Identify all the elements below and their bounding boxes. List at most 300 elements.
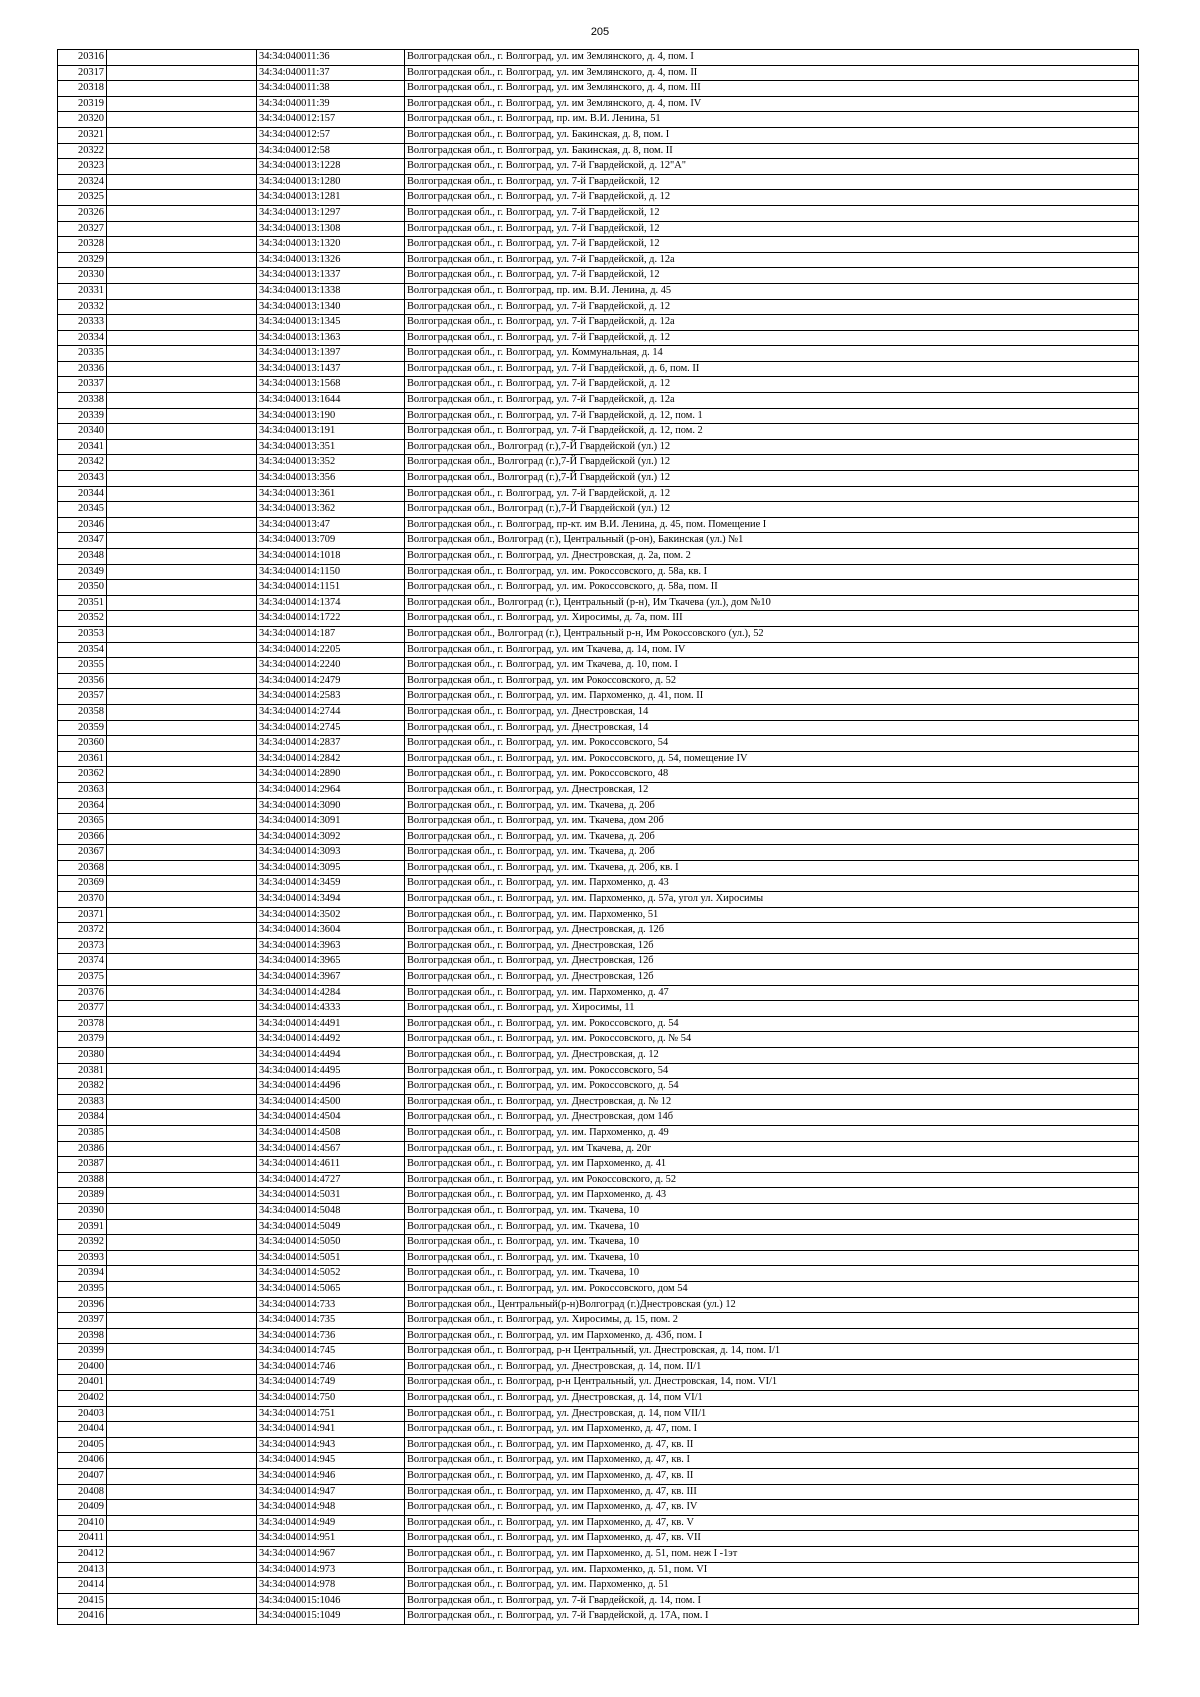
table-row — [58, 408, 1139, 424]
row-number-cell: 20393 — [58, 1250, 107, 1266]
empty-cell — [107, 190, 257, 206]
cadastral-number-cell: 34:34:040015:1046 — [257, 1593, 405, 1609]
cadastral-number-cell: 34:34:040014:3095 — [257, 860, 405, 876]
empty-cell — [107, 626, 257, 642]
table-row — [58, 1547, 1139, 1563]
row-number-cell: 20365 — [58, 814, 107, 830]
address-cell: Волгоградская обл., г. Волгоград, ул. им. Пархоменко, д. 43 — [405, 876, 1139, 892]
address-cell: Волгоградская обл., г. Волгоград, ул. им Пархоменко, д. 47, кв. I — [405, 1453, 1139, 1469]
row-number-cell: 20352 — [58, 611, 107, 627]
cadastral-number-cell: 34:34:040014:3502 — [257, 907, 405, 923]
empty-cell — [107, 455, 257, 471]
row-number-cell: 20411 — [58, 1531, 107, 1547]
empty-cell — [107, 1391, 257, 1407]
empty-cell — [107, 112, 257, 128]
row-number-cell: 20400 — [58, 1359, 107, 1375]
row-number-cell: 20335 — [58, 346, 107, 362]
cadastral-number-cell: 34:34:040015:1049 — [257, 1609, 405, 1625]
address-cell: Волгоградская обл., г. Волгоград, ул. им. Ткачева, 10 — [405, 1266, 1139, 1282]
empty-cell — [107, 689, 257, 705]
row-number-cell: 20325 — [58, 190, 107, 206]
row-number-cell: 20364 — [58, 798, 107, 814]
row-number-cell: 20378 — [58, 1016, 107, 1032]
address-cell: Волгоградская обл., г. Волгоград, ул. им Землянского, д. 4, пом. III — [405, 81, 1139, 97]
table-row — [58, 1562, 1139, 1578]
empty-cell — [107, 96, 257, 112]
row-number-cell: 20396 — [58, 1297, 107, 1313]
cadastral-number-cell: 34:34:040013:1337 — [257, 268, 405, 284]
cadastral-number-cell: 34:34:040014:4492 — [257, 1032, 405, 1048]
cadastral-number-cell: 34:34:040014:187 — [257, 626, 405, 642]
table-row — [58, 673, 1139, 689]
cadastral-number-cell: 34:34:040013:1340 — [257, 299, 405, 315]
empty-cell — [107, 1515, 257, 1531]
table-row — [58, 1250, 1139, 1266]
address-cell: Волгоградская обл., Волгоград (г.), Центральный (р-н), Им Ткачева (ул.), дом №10 — [405, 595, 1139, 611]
empty-cell — [107, 658, 257, 674]
table-row — [58, 938, 1139, 954]
table-row — [58, 970, 1139, 986]
empty-cell — [107, 923, 257, 939]
row-number-cell: 20404 — [58, 1422, 107, 1438]
row-number-cell: 20341 — [58, 439, 107, 455]
address-cell: Волгоградская обл., г. Волгоград, ул. им. Ткачева, 10 — [405, 1219, 1139, 1235]
cadastral-number-cell: 34:34:040014:4567 — [257, 1141, 405, 1157]
table-row — [58, 1079, 1139, 1095]
row-number-cell: 20409 — [58, 1500, 107, 1516]
empty-cell — [107, 252, 257, 268]
cadastral-number-cell: 34:34:040014:951 — [257, 1531, 405, 1547]
row-number-cell: 20408 — [58, 1484, 107, 1500]
table-row — [58, 65, 1139, 81]
address-cell: Волгоградская обл., г. Волгоград, ул. им Пархоменко, д. 47, кв. II — [405, 1469, 1139, 1485]
cadastral-number-cell: 34:34:040014:4494 — [257, 1048, 405, 1064]
cadastral-number-cell: 34:34:040014:4491 — [257, 1016, 405, 1032]
table-row — [58, 1375, 1139, 1391]
table-row — [58, 252, 1139, 268]
row-number-cell: 20376 — [58, 985, 107, 1001]
empty-cell — [107, 65, 257, 81]
table-row — [58, 517, 1139, 533]
address-cell: Волгоградская обл., г. Волгоград, р-н Центральный, ул. Днестровская, д. 14, пом. I/1 — [405, 1344, 1139, 1360]
cadastral-number-cell: 34:34:040014:751 — [257, 1406, 405, 1422]
table-row — [58, 1125, 1139, 1141]
row-number-cell: 20410 — [58, 1515, 107, 1531]
table-row — [58, 658, 1139, 674]
address-cell: Волгоградская обл., г. Волгоград, ул. Хиросимы, 11 — [405, 1001, 1139, 1017]
row-number-cell: 20388 — [58, 1172, 107, 1188]
address-cell: Волгоградская обл., г. Волгоград, ул. им. Ткачева, д. 20б — [405, 798, 1139, 814]
table-row — [58, 626, 1139, 642]
address-cell: Волгоградская обл., г. Волгоград, ул. Днестровская, д. 12 — [405, 1048, 1139, 1064]
table-row — [58, 502, 1139, 518]
cadastral-number-cell: 34:34:040014:1151 — [257, 580, 405, 596]
cadastral-number-cell: 34:34:040013:191 — [257, 424, 405, 440]
address-cell: Волгоградская обл., г. Волгоград, ул. 7-й Гвардейской, д. 17А, пом. I — [405, 1609, 1139, 1625]
address-cell: Волгоградская обл., г. Волгоград, ул. 7-й Гвардейской, д. 12а — [405, 393, 1139, 409]
address-cell: Волгоградская обл., г. Волгоград, ул. им. Пархоменко, д. 51, пом. VI — [405, 1562, 1139, 1578]
registry-table — [57, 49, 1139, 1625]
row-number-cell: 20340 — [58, 424, 107, 440]
table-row — [58, 81, 1139, 97]
empty-cell — [107, 751, 257, 767]
address-cell: Волгоградская обл., г. Волгоград, ул. 7-й Гвардейской, д. 12а — [405, 315, 1139, 331]
row-number-cell: 20380 — [58, 1048, 107, 1064]
empty-cell — [107, 439, 257, 455]
address-cell: Волгоградская обл., г. Волгоград, ул. им. Пархоменко, д. 49 — [405, 1125, 1139, 1141]
cadastral-number-cell: 34:34:040014:5051 — [257, 1250, 405, 1266]
table-row — [58, 1063, 1139, 1079]
row-number-cell: 20391 — [58, 1219, 107, 1235]
empty-cell — [107, 1578, 257, 1594]
cadastral-number-cell: 34:34:040013:1363 — [257, 330, 405, 346]
cadastral-number-cell: 34:34:040014:978 — [257, 1578, 405, 1594]
cadastral-number-cell: 34:34:040013:1326 — [257, 252, 405, 268]
empty-cell — [107, 1001, 257, 1017]
address-cell: Волгоградская обл., г. Волгоград, ул. им. Рокоссовского, дом 54 — [405, 1281, 1139, 1297]
cadastral-number-cell: 34:34:040014:3963 — [257, 938, 405, 954]
cadastral-number-cell: 34:34:040014:3604 — [257, 923, 405, 939]
table-row — [58, 549, 1139, 565]
empty-cell — [107, 1453, 257, 1469]
table-row — [58, 1422, 1139, 1438]
cadastral-number-cell: 34:34:040014:745 — [257, 1344, 405, 1360]
cadastral-number-cell: 34:34:040013:1338 — [257, 283, 405, 299]
row-number-cell: 20363 — [58, 782, 107, 798]
empty-cell — [107, 720, 257, 736]
row-number-cell: 20395 — [58, 1281, 107, 1297]
empty-cell — [107, 1281, 257, 1297]
table-row — [58, 1578, 1139, 1594]
empty-cell — [107, 845, 257, 861]
address-cell: Волгоградская обл., г. Волгоград, ул. Днестровская, 14 — [405, 704, 1139, 720]
cadastral-number-cell: 34:34:040014:3093 — [257, 845, 405, 861]
table-row — [58, 1281, 1139, 1297]
empty-cell — [107, 1048, 257, 1064]
table-row — [58, 471, 1139, 487]
table-row — [58, 112, 1139, 128]
cadastral-number-cell: 34:34:040014:973 — [257, 1562, 405, 1578]
address-cell: Волгоградская обл., г. Волгоград, ул. Днестровская, дом 14б — [405, 1110, 1139, 1126]
address-cell: Волгоградская обл., г. Волгоград, ул. Днестровская, д. 14, пом VI/1 — [405, 1391, 1139, 1407]
row-number-cell: 20354 — [58, 642, 107, 658]
row-number-cell: 20329 — [58, 252, 107, 268]
cadastral-number-cell: 34:34:040014:2837 — [257, 736, 405, 752]
empty-cell — [107, 782, 257, 798]
table-row — [58, 455, 1139, 471]
cadastral-number-cell: 34:34:040014:941 — [257, 1422, 405, 1438]
empty-cell — [107, 502, 257, 518]
row-number-cell: 20358 — [58, 704, 107, 720]
row-number-cell: 20390 — [58, 1203, 107, 1219]
empty-cell — [107, 1469, 257, 1485]
row-number-cell: 20412 — [58, 1547, 107, 1563]
table-row — [58, 143, 1139, 159]
cadastral-number-cell: 34:34:040014:3090 — [257, 798, 405, 814]
row-number-cell: 20371 — [58, 907, 107, 923]
empty-cell — [107, 1500, 257, 1516]
cadastral-number-cell: 34:34:040013:351 — [257, 439, 405, 455]
empty-cell — [107, 642, 257, 658]
row-number-cell: 20359 — [58, 720, 107, 736]
row-number-cell: 20402 — [58, 1391, 107, 1407]
table-row — [58, 1453, 1139, 1469]
table-row — [58, 595, 1139, 611]
cadastral-number-cell: 34:34:040013:1308 — [257, 221, 405, 237]
cadastral-number-cell: 34:34:040014:750 — [257, 1391, 405, 1407]
address-cell: Волгоградская обл., г. Волгоград, ул. Днестровская, 14 — [405, 720, 1139, 736]
empty-cell — [107, 315, 257, 331]
row-number-cell: 20362 — [58, 767, 107, 783]
table-row — [58, 1593, 1139, 1609]
empty-cell — [107, 330, 257, 346]
cadastral-number-cell: 34:34:040013:352 — [257, 455, 405, 471]
table-row — [58, 205, 1139, 221]
address-cell: Волгоградская обл., г. Волгоград, ул. им. Рокоссовского, д. 58а, кв. I — [405, 564, 1139, 580]
row-number-cell: 20350 — [58, 580, 107, 596]
empty-cell — [107, 704, 257, 720]
address-cell: Волгоградская обл., г. Волгоград, ул. Днестровская, д. 2а, пом. 2 — [405, 549, 1139, 565]
cadastral-number-cell: 34:34:040014:947 — [257, 1484, 405, 1500]
empty-cell — [107, 471, 257, 487]
address-cell: Волгоградская обл., г. Волгоград, ул. 7-й Гвардейской, д. 12 — [405, 486, 1139, 502]
address-cell: Волгоградская обл., г. Волгоград, ул. 7-й Гвардейской, 12 — [405, 268, 1139, 284]
address-cell: Волгоградская обл., г. Волгоград, ул. им. Рокоссовского, д. 54 — [405, 1016, 1139, 1032]
row-number-cell: 20387 — [58, 1157, 107, 1173]
row-number-cell: 20399 — [58, 1344, 107, 1360]
table-row — [58, 330, 1139, 346]
table-row — [58, 798, 1139, 814]
address-cell: Волгоградская обл., г. Волгоград, ул. им Рокоссовского, д. 52 — [405, 1172, 1139, 1188]
table-row — [58, 50, 1139, 66]
row-number-cell: 20369 — [58, 876, 107, 892]
table-row — [58, 174, 1139, 190]
table-row — [58, 1266, 1139, 1282]
cadastral-number-cell: 34:34:040013:1280 — [257, 174, 405, 190]
address-cell: Волгоградская обл., г. Волгоград, ул. им Пархоменко, д. 47, кв. IV — [405, 1500, 1139, 1516]
table-row — [58, 1032, 1139, 1048]
table-row — [58, 1359, 1139, 1375]
address-cell: Волгоградская обл., г. Волгоград, ул. им. Ткачева, д. 20б — [405, 829, 1139, 845]
table-row — [58, 1406, 1139, 1422]
address-cell: Волгоградская обл., г. Волгоград, ул. им. Рокоссовского, д. 54 — [405, 1079, 1139, 1095]
cadastral-number-cell: 34:34:040014:5065 — [257, 1281, 405, 1297]
address-cell: Волгоградская обл., г. Волгоград, ул. им Землянского, д. 4, пом. II — [405, 65, 1139, 81]
address-cell: Волгоградская обл., г. Волгоград, пр-кт. им В.И. Ленина, д. 45, пом. Помещение I — [405, 517, 1139, 533]
table-row — [58, 751, 1139, 767]
address-cell: Волгоградская обл., г. Волгоград, ул. им. Пархоменко, д. 51 — [405, 1578, 1139, 1594]
row-number-cell: 20379 — [58, 1032, 107, 1048]
cadastral-number-cell: 34:34:040014:4611 — [257, 1157, 405, 1173]
row-number-cell: 20377 — [58, 1001, 107, 1017]
address-cell: Волгоградская обл., г. Волгоград, ул. им Пархоменко, д. 47, пом. I — [405, 1422, 1139, 1438]
address-cell: Волгоградская обл., г. Волгоград, ул. им Пархоменко, д. 43 — [405, 1188, 1139, 1204]
table-row — [58, 1391, 1139, 1407]
empty-cell — [107, 876, 257, 892]
row-number-cell: 20389 — [58, 1188, 107, 1204]
empty-cell — [107, 1328, 257, 1344]
table-row — [58, 283, 1139, 299]
cadastral-number-cell: 34:34:040013:47 — [257, 517, 405, 533]
address-cell: Волгоградская обл., г. Волгоград, ул. им Пархоменко, д. 43б, пом. I — [405, 1328, 1139, 1344]
empty-cell — [107, 1313, 257, 1329]
cadastral-number-cell: 34:34:040014:3459 — [257, 876, 405, 892]
table-row — [58, 315, 1139, 331]
cadastral-number-cell: 34:34:040013:1644 — [257, 393, 405, 409]
table-row — [58, 829, 1139, 845]
row-number-cell: 20343 — [58, 471, 107, 487]
address-cell: Волгоградская обл., г. Волгоград, ул. 7-й Гвардейской, д. 12"А" — [405, 159, 1139, 175]
empty-cell — [107, 1203, 257, 1219]
row-number-cell: 20345 — [58, 502, 107, 518]
cadastral-number-cell: 34:34:040011:37 — [257, 65, 405, 81]
table-row — [58, 1188, 1139, 1204]
row-number-cell: 20416 — [58, 1609, 107, 1625]
empty-cell — [107, 408, 257, 424]
table-row — [58, 704, 1139, 720]
address-cell: Волгоградская обл., Центральный(р-н)Волгоград (г.)Днестровская (ул.) 12 — [405, 1297, 1139, 1313]
row-number-cell: 20323 — [58, 159, 107, 175]
empty-cell — [107, 1157, 257, 1173]
cadastral-number-cell: 34:34:040014:945 — [257, 1453, 405, 1469]
row-number-cell: 20316 — [58, 50, 107, 66]
table-row — [58, 564, 1139, 580]
cadastral-number-cell: 34:34:040014:4496 — [257, 1079, 405, 1095]
cadastral-number-cell: 34:34:040014:3967 — [257, 970, 405, 986]
row-number-cell: 20372 — [58, 923, 107, 939]
address-cell: Волгоградская обл., г. Волгоград, ул. 7-й Гвардейской, д. 12 — [405, 299, 1139, 315]
table-row — [58, 1219, 1139, 1235]
empty-cell — [107, 673, 257, 689]
address-cell: Волгоградская обл., г. Волгоград, ул. Хиросимы, д. 15, пом. 2 — [405, 1313, 1139, 1329]
row-number-cell: 20346 — [58, 517, 107, 533]
row-number-cell: 20381 — [58, 1063, 107, 1079]
table-row — [58, 1313, 1139, 1329]
cadastral-number-cell: 34:34:040014:2964 — [257, 782, 405, 798]
empty-cell — [107, 829, 257, 845]
cadastral-number-cell: 34:34:040013:1568 — [257, 377, 405, 393]
table-row — [58, 1484, 1139, 1500]
empty-cell — [107, 1266, 257, 1282]
row-number-cell: 20413 — [58, 1562, 107, 1578]
empty-cell — [107, 549, 257, 565]
address-cell: Волгоградская обл., г. Волгоград, ул. им. Ткачева, 10 — [405, 1250, 1139, 1266]
row-number-cell: 20383 — [58, 1094, 107, 1110]
empty-cell — [107, 1593, 257, 1609]
cadastral-number-cell: 34:34:040014:2240 — [257, 658, 405, 674]
cadastral-number-cell: 34:34:040014:2842 — [257, 751, 405, 767]
empty-cell — [107, 517, 257, 533]
table-row — [58, 439, 1139, 455]
row-number-cell: 20339 — [58, 408, 107, 424]
cadastral-number-cell: 34:34:040013:1228 — [257, 159, 405, 175]
address-cell: Волгоградская обл., г. Волгоград, ул. им Ткачева, д. 20г — [405, 1141, 1139, 1157]
row-number-cell: 20324 — [58, 174, 107, 190]
address-cell: Волгоградская обл., г. Волгоград, ул. Днестровская, 12б — [405, 954, 1139, 970]
table-row — [58, 907, 1139, 923]
row-number-cell: 20328 — [58, 237, 107, 253]
address-cell: Волгоградская обл., г. Волгоград, ул. им. Рокоссовского, 54 — [405, 1063, 1139, 1079]
row-number-cell: 20334 — [58, 330, 107, 346]
cadastral-number-cell: 34:34:040014:967 — [257, 1547, 405, 1563]
cadastral-number-cell: 34:34:040011:39 — [257, 96, 405, 112]
address-cell: Волгоградская обл., г. Волгоград, ул. им Пархоменко, д. 47, кв. III — [405, 1484, 1139, 1500]
empty-cell — [107, 1422, 257, 1438]
row-number-cell: 20321 — [58, 127, 107, 143]
empty-cell — [107, 767, 257, 783]
empty-cell — [107, 1094, 257, 1110]
empty-cell — [107, 938, 257, 954]
empty-cell — [107, 564, 257, 580]
empty-cell — [107, 1609, 257, 1625]
address-cell: Волгоградская обл., г. Волгоград, ул. им. Пархоменко, д. 47 — [405, 985, 1139, 1001]
empty-cell — [107, 892, 257, 908]
table-row — [58, 1297, 1139, 1313]
table-row — [58, 1094, 1139, 1110]
cadastral-number-cell: 34:34:040011:36 — [257, 50, 405, 66]
empty-cell — [107, 1562, 257, 1578]
table-row — [58, 361, 1139, 377]
cadastral-number-cell: 34:34:040014:4504 — [257, 1110, 405, 1126]
address-cell: Волгоградская обл., г. Волгоград, ул. им. Ткачева, д. 20б — [405, 845, 1139, 861]
row-number-cell: 20368 — [58, 860, 107, 876]
table-row — [58, 642, 1139, 658]
row-number-cell: 20336 — [58, 361, 107, 377]
table-row — [58, 299, 1139, 315]
address-cell: Волгоградская обл., г. Волгоград, ул. 7-й Гвардейской, д. 12 — [405, 377, 1139, 393]
cadastral-number-cell: 34:34:040014:2479 — [257, 673, 405, 689]
address-cell: Волгоградская обл., г. Волгоград, пр. им. В.И. Ленина, д. 45 — [405, 283, 1139, 299]
row-number-cell: 20356 — [58, 673, 107, 689]
table-row — [58, 1437, 1139, 1453]
row-number-cell: 20338 — [58, 393, 107, 409]
table-row — [58, 96, 1139, 112]
table-row — [58, 1141, 1139, 1157]
address-cell: Волгоградская обл., Волгоград (г.),7-Й Гвардейской (ул.) 12 — [405, 502, 1139, 518]
table-row — [58, 580, 1139, 596]
empty-cell — [107, 1219, 257, 1235]
address-cell: Волгоградская обл., г. Волгоград, ул. 7-й Гвардейской, д. 12 — [405, 330, 1139, 346]
address-cell: Волгоградская обл., г. Волгоград, ул. Днестровская, 12б — [405, 970, 1139, 986]
address-cell: Волгоградская обл., Волгоград (г.), Центральный р-н, Им Рокоссовского (ул.), 52 — [405, 626, 1139, 642]
table-row — [58, 1110, 1139, 1126]
address-cell: Волгоградская обл., г. Волгоград, ул. 7-й Гвардейской, д. 12а — [405, 252, 1139, 268]
row-number-cell: 20370 — [58, 892, 107, 908]
cadastral-number-cell: 34:34:040014:735 — [257, 1313, 405, 1329]
address-cell: Волгоградская обл., г. Волгоград, ул. им. Рокоссовского, д. 58а, пом. II — [405, 580, 1139, 596]
row-number-cell: 20355 — [58, 658, 107, 674]
cadastral-number-cell: 34:34:040014:5049 — [257, 1219, 405, 1235]
table-row — [58, 377, 1139, 393]
table-row — [58, 736, 1139, 752]
cadastral-number-cell: 34:34:040014:2205 — [257, 642, 405, 658]
cadastral-number-cell: 34:34:040014:2583 — [257, 689, 405, 705]
empty-cell — [107, 377, 257, 393]
table-row — [58, 954, 1139, 970]
address-cell: Волгоградская обл., г. Волгоград, ул. им. Рокоссовского, 48 — [405, 767, 1139, 783]
table-row — [58, 767, 1139, 783]
empty-cell — [107, 985, 257, 1001]
table-row — [58, 1172, 1139, 1188]
row-number-cell: 20403 — [58, 1406, 107, 1422]
empty-cell — [107, 127, 257, 143]
cadastral-number-cell: 34:34:040014:1374 — [257, 595, 405, 611]
table-row — [58, 985, 1139, 1001]
table-row — [58, 845, 1139, 861]
empty-cell — [107, 1016, 257, 1032]
address-cell: Волгоградская обл., г. Волгоград, ул. им Ткачева, д. 14, пом. IV — [405, 642, 1139, 658]
empty-cell — [107, 1125, 257, 1141]
